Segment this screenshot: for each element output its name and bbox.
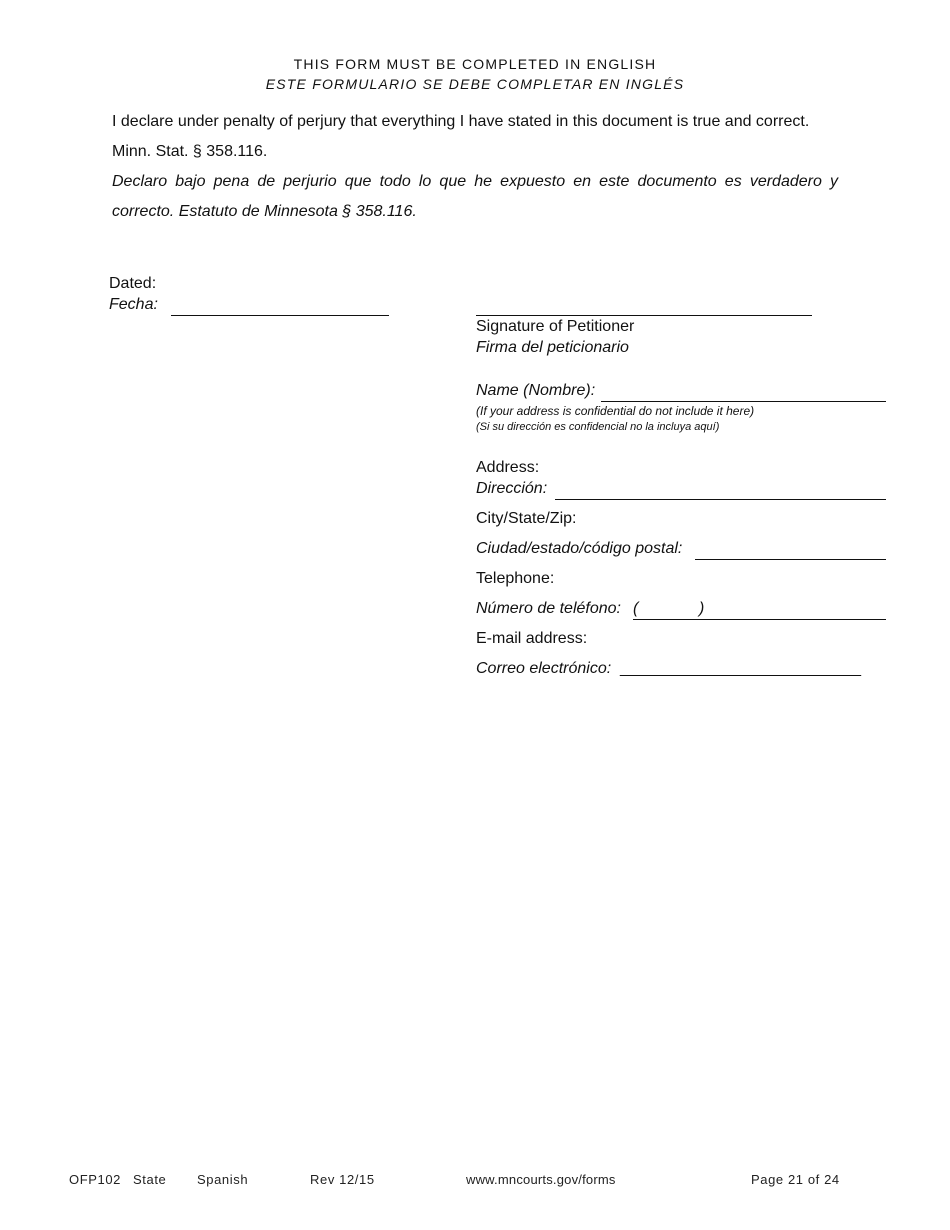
footer-url[interactable]: www.mncourts.gov/forms [466,1172,616,1187]
signature-field-line[interactable] [476,315,812,316]
telephone-label: Telephone: [476,570,555,587]
ciudad-label: Ciudad/estado/código postal: [476,540,683,557]
firma-label: Firma del peticionario [476,339,629,356]
name-field-line[interactable] [601,401,886,402]
declaration-english [112,107,838,167]
signature-label: Signature of Petitioner [476,318,635,335]
email-field-line[interactable]: ____________________________ [620,660,861,677]
telefono-label: Número de teléfono: [476,600,621,617]
confidential-note-english: (If your address is confidential do not include it here) [476,404,755,418]
name-label: Name (Nombre): [476,382,596,399]
footer-revision: Rev 12/15 [310,1172,375,1187]
correo-label: Correo electrónico: [476,660,612,677]
confidential-note-spanish: (Si su dirección es confidencial no la incluya aquí) [476,421,720,433]
fecha-label: Fecha: [109,296,158,313]
date-field-line[interactable] [171,315,389,316]
address-field-line[interactable] [555,499,886,500]
dated-label: Dated: [109,275,157,292]
address-label: Address: [476,459,540,476]
email-label: E-mail address: [476,630,588,647]
footer-page-number: Page 21 of 24 [751,1172,840,1187]
form-header-spanish: ESTE FORMULARIO SE DEBE COMPLETAR EN INGLÉS [265,76,685,92]
area-code-open-paren: ( [633,600,639,617]
area-code-close-paren: ) [699,600,705,617]
direccion-label: Dirección: [476,480,548,497]
form-header-english: THIS FORM MUST BE COMPLETED IN ENGLISH [293,56,657,72]
city-state-zip-label: City/State/Zip: [476,510,577,527]
telephone-field-line[interactable] [633,619,886,620]
footer-language: Spanish [197,1172,249,1187]
declaration-statute: Minn. Stat. § 358.116. [112,143,268,160]
city-state-zip-field-line[interactable] [695,559,886,560]
footer-form-code: OFP102 [69,1172,122,1187]
declaration-english-text: I declare under penalty of perjury that everything I have stated in this document is true and correct. [112,113,810,130]
footer-jurisdiction: State [133,1172,167,1187]
declaration-spanish: Declaro bajo pena de perjurio que todo lo que he expuesto en este documento es verdadero y correcto. Estatuto de Minnesota § 358.116. [112,173,838,220]
